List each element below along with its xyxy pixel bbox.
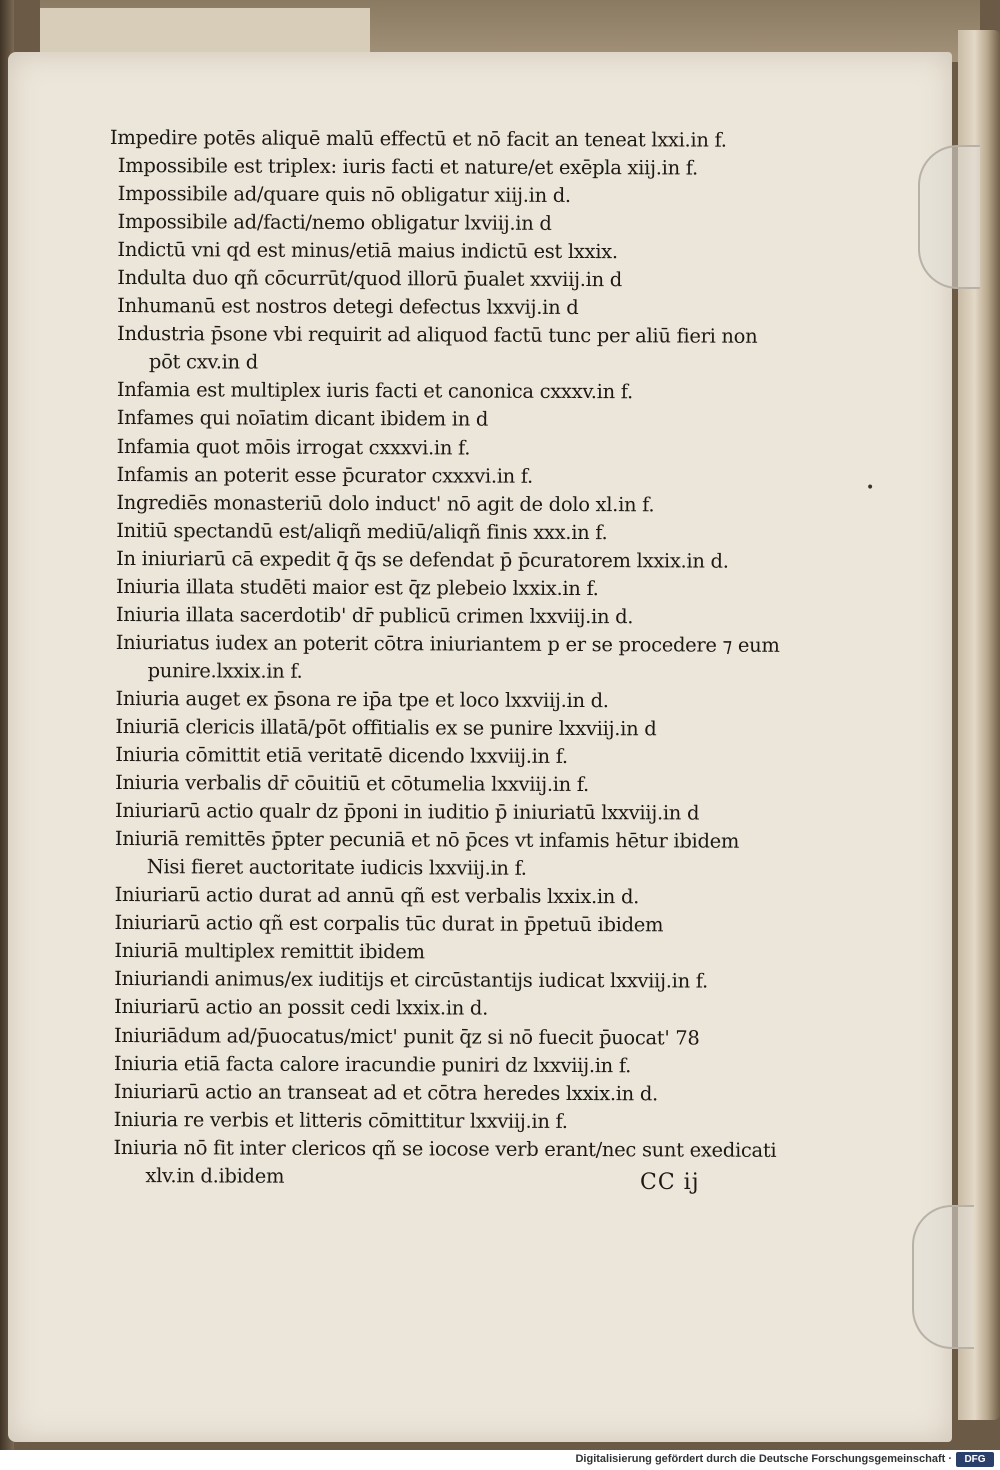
index-line: Nisi fieret auctoritate iudicis lxxviij.in f.: [146, 855, 527, 881]
index-line: Iniuriarū actio an possit cedi lxxix.in d.: [114, 995, 489, 1021]
book-top-light-patch: [40, 8, 370, 56]
index-line: Initiū spectandū est/aliqñ mediū/aliqñ finis xxx.in f.: [116, 518, 608, 544]
index-line: Iniuria auget ex p̄sona re ip̄a tpe et loco lxxviij.in d.: [115, 686, 609, 713]
index-line: pōt cxv.in d: [148, 350, 258, 374]
index-line: Iniuriandi animus/ex iuditijs et circūstantijs iudicat lxxviij.in f.: [114, 967, 708, 993]
index-line: Indulta duo qñ cōcurrūt/quod illorū p̄ualet xxviij.in d: [117, 266, 623, 292]
index-line: Iniuria verbalis dr̄ cōuitiū et cōtumelia lxxviij.in f.: [115, 771, 590, 797]
index-line: Impedire potēs aliquē malū effectū et nō facit an teneat lxxi.in f.: [109, 125, 727, 152]
index-line: Iniuria nō fit inter clericos qñ se iocose verb erant/nec sunt exedicati: [113, 1135, 777, 1162]
ink-speck: •: [866, 480, 875, 496]
index-line: Iniuriarū actio an transeat ad et cōtra heredes lxxix.in d.: [113, 1079, 658, 1105]
index-line: Iniuriarū actio qñ est corpalis tūc durat in p̄petuū ibidem: [114, 911, 664, 937]
index-line: Impossibile est triplex: iuris facti et nature/et exēpla xiij.in f.: [117, 154, 698, 180]
index-line: Infames qui noīatim dicant ibidem in d: [116, 406, 489, 432]
index-line: Iniuriarū actio qualr dz p̄poni in iuditio p̄ iniuriatū lxxviij.in d: [114, 799, 700, 825]
index-line: Iniuriādum ad/p̄uocatus/mict' punit q̄z si nō fuecit p̄uocat' 78: [113, 1023, 700, 1050]
index-line: In iniuriarū cā expedit q̄ q̄s se defendat p̄ p̄curatorem lxxix.in d.: [116, 546, 729, 573]
footer-credit: Digitalisierung gefördert durch die Deutsche Forschungsgemeinschaft ·: [575, 1453, 952, 1465]
index-line: Iniuria etiā facta calore iracundie puniri dz lxxviij.in f.: [113, 1051, 632, 1077]
index-line: Iniuriarū actio durat ad annū qñ est verbalis lxxix.in d.: [114, 883, 640, 909]
index-line: Infamia est multiplex iuris facti et canonica cxxxv.in f.: [116, 378, 633, 404]
index-line: Infamia quot mōis irrogat cxxxvi.in f.: [116, 434, 471, 460]
index-line: Inhumanū est nostros detegi defectus lxxvij.in d: [117, 294, 579, 320]
index-text: [109, 124, 780, 1193]
dfg-logo: DFG: [956, 1452, 994, 1467]
index-line: Iniuriā remittēs p̄pter pecuniā et nō p̄ces vt infamis hētur ibidem: [114, 827, 740, 853]
index-line: Iniuria illata studēti maior est q̄z plebeio lxxix.in f.: [115, 574, 599, 600]
index-line: Iniuria re verbis et litteris cōmittitur lxxviij.in f.: [113, 1107, 568, 1133]
index-line: Ingrediēs monasteriū dolo induct' nō agit de dolo xl.in f.: [116, 490, 655, 516]
index-line: Iniuria illata sacerdotib' dr̄ publicū crimen lxxviij.in d.: [115, 602, 634, 629]
index-line: Iniuriā clericis illatā/pōt offitialis ex se punire lxxviij.in d: [115, 714, 657, 741]
index-line: Industria p̄sone vbi requirit ad aliquod factū tunc per aliū fieri non: [117, 322, 758, 349]
footer-bar: [0, 1450, 1000, 1470]
signature-mark: CC ij: [640, 1170, 700, 1195]
index-line: Iniuria cōmittit etiā veritatē dicendo lxxviij.in f.: [115, 743, 568, 768]
page-clip-top: [918, 145, 980, 289]
index-line: punire.lxxix.in f.: [147, 659, 303, 683]
index-line: Infamis an poterit esse p̄curator cxxxvi.in f.: [116, 462, 534, 488]
index-line: Iniuriā multiplex remittit ibidem: [114, 939, 425, 964]
index-line: Iniuriatus iudex an poterit cōtra iniuriantem p er se procedere ⁊ eum: [115, 630, 780, 657]
index-line: Impossibile ad/facti/nemo obligatur lxviij.in d: [117, 210, 552, 236]
index-line: xlv.in d.ibidem: [145, 1163, 285, 1188]
page-clip-bottom: [912, 1205, 974, 1349]
index-line: Impossibile ad/quare quis nō obligatur xiij.in d.: [117, 182, 571, 208]
index-line: Indictū vni qd est minus/etiā maius indictū est lxxix.: [117, 238, 618, 264]
